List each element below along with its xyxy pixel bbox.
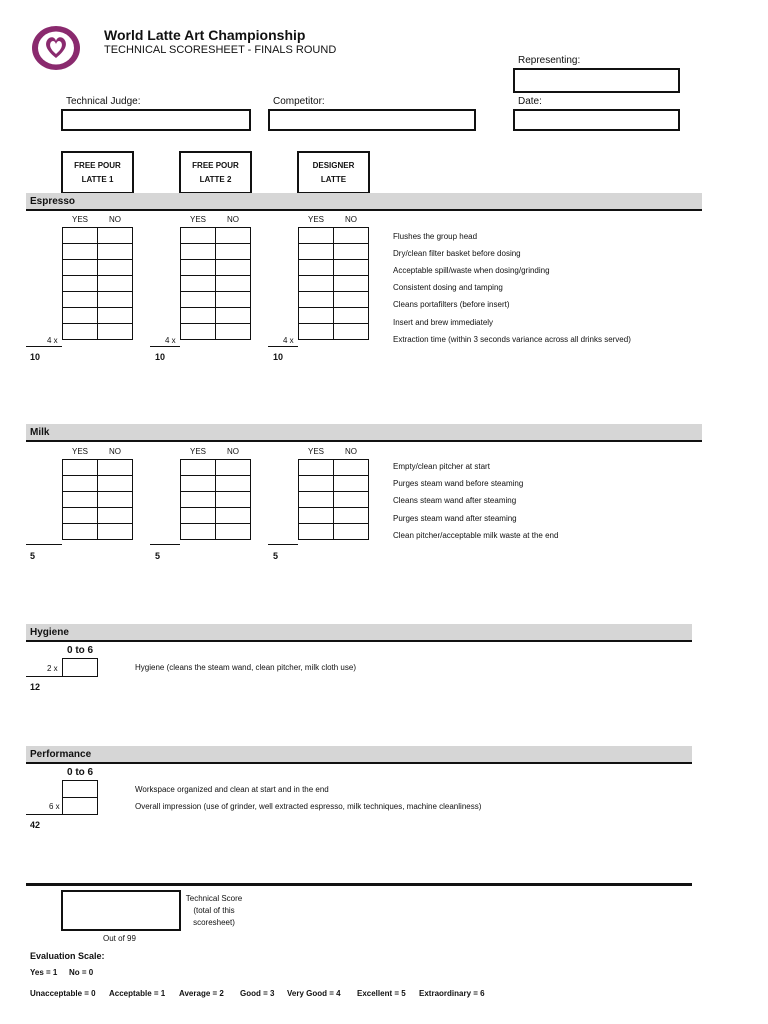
espresso-multiplier: 4 x (47, 336, 58, 345)
espresso-multiplier: 4 x (165, 336, 176, 345)
performance-criterion: Overall impression (use of grinder, well extracted espresso, milk techniques, machine cleanliness) (135, 802, 482, 811)
milk-criterion: Purges steam wand before steaming (393, 479, 524, 488)
milk-grid-designer[interactable] (298, 459, 369, 540)
milk-max-score: 5 (155, 551, 161, 561)
evaluation-scale-item: Good = 3 (240, 989, 275, 998)
technical-judge-label: Technical Judge: (66, 96, 141, 107)
representing-label: Representing: (518, 55, 581, 66)
hygiene-multiplier: 2 x (47, 664, 58, 673)
espresso-criterion: Flushes the group head (393, 232, 478, 241)
section-performance-header: Performance (26, 746, 692, 764)
competitor-field[interactable] (268, 109, 476, 131)
divider (26, 346, 62, 347)
hygiene-criterion: Hygiene (cleans the steam wand, clean pitcher, milk cloth use) (135, 663, 356, 672)
espresso-criterion: Dry/clean filter basket before dosing (393, 249, 521, 258)
no-header: NO (345, 447, 357, 456)
yes-header: YES (308, 215, 325, 224)
evaluation-title: Evaluation Scale: (30, 951, 105, 961)
technical-judge-field[interactable] (61, 109, 251, 131)
evaluation-scale-item: Acceptable = 1 (109, 989, 166, 998)
evaluation-scale-item: Extraordinary = 6 (419, 989, 485, 998)
column-designer-latte: DESIGNER LATTE (297, 151, 370, 194)
milk-criterion: Purges steam wand after steaming (393, 514, 517, 523)
representing-field[interactable] (513, 68, 680, 93)
milk-criterion: Cleans steam wand after steaming (393, 496, 517, 505)
milk-grid-latte-2[interactable] (180, 459, 251, 540)
milk-max-score: 5 (273, 551, 279, 561)
evaluation-scale-item: Average = 2 (179, 989, 224, 998)
performance-criterion: Workspace organized and clean at start and in the end (135, 785, 329, 794)
evaluation-scale-item: Unacceptable = 0 (30, 989, 96, 998)
espresso-criterion: Cleans portafilters (before insert) (393, 300, 510, 309)
section-hygiene-header: Hygiene (26, 624, 692, 642)
no-header: NO (345, 215, 357, 224)
no-header: NO (227, 447, 239, 456)
date-field[interactable] (513, 109, 680, 131)
espresso-max-score: 10 (30, 352, 41, 362)
section-espresso-header: Espresso (26, 193, 702, 211)
divider (268, 346, 298, 347)
hygiene-max-score: 12 (30, 682, 41, 692)
technical-score-box[interactable] (61, 890, 181, 931)
divider (26, 544, 62, 545)
espresso-grid-latte-2[interactable] (180, 227, 251, 340)
page-title: World Latte Art Championship (104, 27, 306, 43)
performance-max-score: 42 (30, 820, 41, 830)
espresso-criterion: Consistent dosing and tamping (393, 283, 503, 292)
out-of-label: Out of 99 (103, 934, 136, 943)
evaluation-no: No = 0 (69, 968, 94, 977)
divider (150, 346, 180, 347)
section-milk-header: Milk (26, 424, 702, 442)
divider (268, 544, 298, 545)
performance-multiplier: 6 x (49, 802, 60, 811)
espresso-criterion: Extraction time (within 3 seconds variance across all drinks served) (393, 335, 631, 344)
evaluation-scale-item: Excellent = 5 (357, 989, 406, 998)
espresso-max-score: 10 (273, 352, 284, 362)
competitor-label: Competitor: (273, 96, 325, 107)
divider (150, 544, 180, 545)
espresso-grid-latte-1[interactable] (62, 227, 133, 340)
evaluation-yes: Yes = 1 (30, 968, 58, 977)
evaluation-scale-item: Very Good = 4 (287, 989, 341, 998)
divider (26, 676, 62, 677)
performance-score-box-2[interactable] (62, 797, 98, 815)
date-label: Date: (518, 96, 542, 107)
espresso-grid-designer[interactable] (298, 227, 369, 340)
performance-score-box-1[interactable] (62, 780, 98, 798)
milk-criterion: Clean pitcher/acceptable milk waste at the end (393, 531, 559, 540)
no-header: NO (109, 215, 121, 224)
milk-max-score: 5 (30, 551, 36, 561)
heart-cup-logo-icon (30, 24, 82, 72)
yes-header: YES (72, 447, 89, 456)
hygiene-score-box[interactable] (62, 658, 98, 677)
espresso-criterion: Insert and brew immediately (393, 318, 494, 327)
total-divider (26, 883, 692, 886)
column-free-pour-latte-2: FREE POUR LATTE 2 (179, 151, 252, 194)
yes-header: YES (308, 447, 325, 456)
no-header: NO (109, 447, 121, 456)
espresso-max-score: 10 (155, 352, 166, 362)
divider (26, 814, 62, 815)
espresso-criterion: Acceptable spill/waste when dosing/grinding (393, 266, 550, 275)
milk-grid-latte-1[interactable] (62, 459, 133, 540)
milk-criterion: Empty/clean pitcher at start (393, 462, 490, 471)
page-subtitle: TECHNICAL SCORESHEET - FINALS ROUND (104, 44, 337, 56)
yes-header: YES (190, 447, 207, 456)
yes-header: YES (190, 215, 207, 224)
espresso-multiplier: 4 x (283, 336, 294, 345)
yes-header: YES (72, 215, 89, 224)
performance-range: 0 to 6 (67, 767, 94, 778)
column-free-pour-latte-1: FREE POUR LATTE 1 (61, 151, 134, 194)
technical-score-label: Technical Score (total of this scoresheet) (185, 894, 243, 927)
hygiene-range: 0 to 6 (67, 645, 94, 656)
no-header: NO (227, 215, 239, 224)
